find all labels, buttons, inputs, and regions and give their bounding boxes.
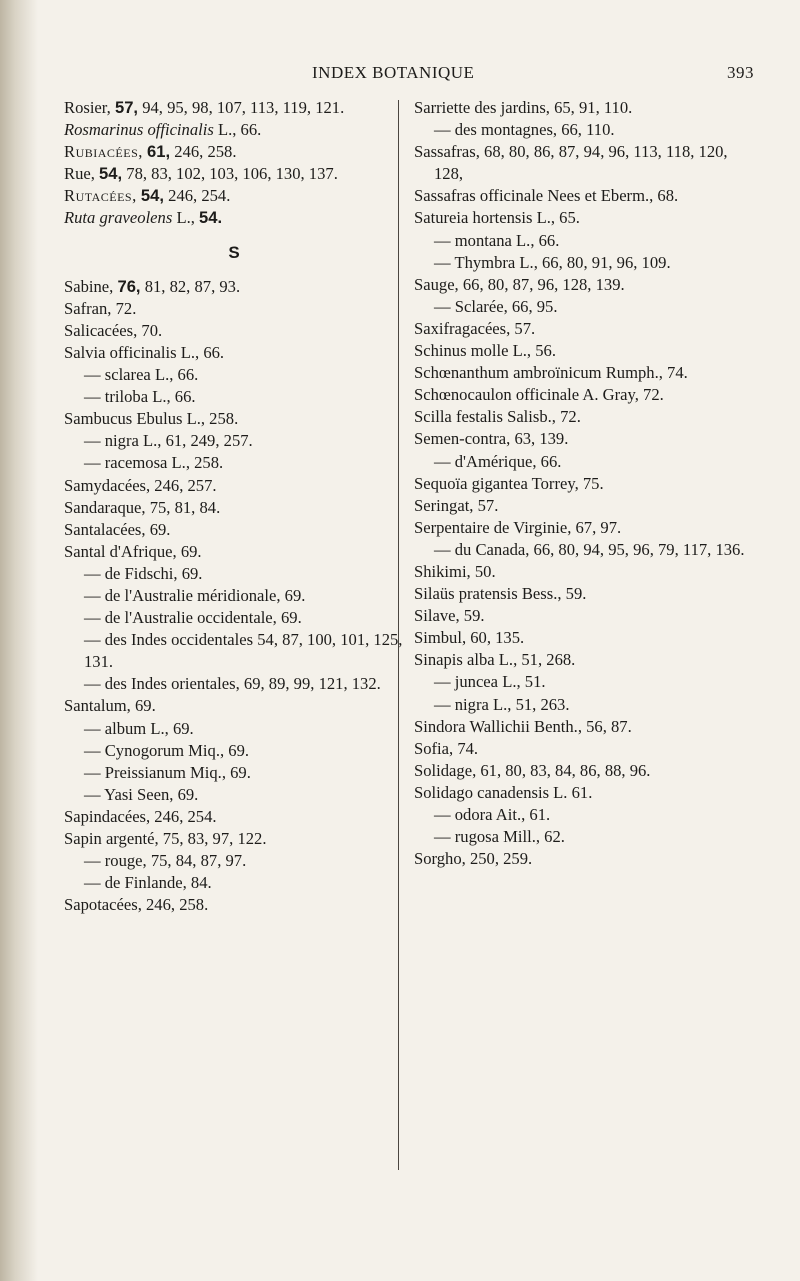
entry-text: Sequoïa gigantea Torrey, 75. <box>414 473 604 493</box>
entry-text: Scilla festalis Salisb., 72. <box>414 407 581 427</box>
entry-text: — Thymbra L., 66, 80, 91, 96, 109. <box>434 252 671 272</box>
index-entry <box>64 850 404 872</box>
entry-text: Schinus molle L., 56. <box>414 341 556 361</box>
entry-text: Samydacées, 246, 257. <box>64 475 217 495</box>
entry-text: — des montagnes, 66, 110. <box>434 120 615 140</box>
entry-text: — montana L., 66. <box>434 230 560 250</box>
entry-text: Sinapis alba L., 51, 268. <box>414 650 576 670</box>
index-column-right <box>414 97 754 870</box>
index-entry <box>414 627 754 649</box>
page-edge-shadow <box>0 0 38 1281</box>
index-entry: Rue, 54, 78, 83, 102, 103, 106, 130, 137. <box>64 164 338 184</box>
index-entry <box>64 364 404 386</box>
index-entry <box>64 629 404 673</box>
entry-text: Sapotacées, 246, 258. <box>64 895 209 915</box>
index-entry <box>414 716 754 738</box>
entry-text: Seringat, 57. <box>414 495 499 515</box>
entry-text: Silaüs pratensis Bess., 59. <box>414 584 587 604</box>
entry-text: Sapin argenté, 75, 83, 97, 122. <box>64 829 267 848</box>
index-entry <box>414 384 754 406</box>
index-entry <box>414 605 754 627</box>
entry-text: Santal d'Afrique, 69. <box>64 541 202 561</box>
entry-text: Satureia hortensis L., 65. <box>414 208 580 228</box>
entry-list-right <box>414 97 754 870</box>
entry-text: — des Indes occidentales 54, 87, 100, 101, 125, 131. <box>84 630 403 672</box>
index-entry <box>64 673 404 695</box>
index-entry <box>414 583 754 605</box>
entry-text: — d'Amérique, 66. <box>434 451 562 471</box>
index-entry <box>64 563 404 585</box>
entry-text: Semen-contra, 63, 139. <box>414 429 569 449</box>
index-entry <box>64 541 404 563</box>
entry-text: — odora Ait., 61. <box>434 805 551 824</box>
entry-text: Santalacées, 69. <box>64 519 171 539</box>
entry-text: Sindora Wallichii Benth., 56, 87. <box>414 716 632 736</box>
entry-text: Schœnocaulon officinale A. Gray, 72. <box>414 385 664 405</box>
entry-text: Solidago canadensis L. 61. <box>414 782 593 802</box>
entry-text: — rugosa Mill., 62. <box>434 827 565 847</box>
entry-text: — des Indes orientales, 69, 89, 99, 121, 132. <box>84 674 381 694</box>
entry-text: — Preissianum Miq., 69. <box>84 762 251 782</box>
index-entry <box>64 386 404 408</box>
index-entry <box>64 607 404 629</box>
entry-text: — album L., 69. <box>84 718 194 738</box>
index-entry <box>414 406 754 428</box>
index-entry <box>64 342 404 364</box>
entry-text: Solidage, 61, 80, 83, 84, 86, 88, 96. <box>414 760 651 780</box>
index-entry <box>64 497 404 519</box>
entry-text: — de Fidschi, 69. <box>84 563 203 583</box>
entry-text: Simbul, 60, 135. <box>414 628 525 648</box>
entry-text: Sandaraque, 75, 81, 84. <box>64 497 221 517</box>
index-entry <box>414 362 754 384</box>
index-entry <box>414 760 754 782</box>
index-entry <box>414 495 754 517</box>
entry-text: Sassafras officinale Nees et Eberm., 68. <box>414 186 679 206</box>
entry-text: — nigra L., 61, 249, 257. <box>84 431 253 451</box>
index-entry <box>64 784 404 806</box>
index-entry <box>414 274 754 296</box>
entry-text: — sclarea L., 66. <box>84 365 199 385</box>
index-entry <box>414 318 754 340</box>
index-entry: Rutacées, 54, 246, 254. <box>64 186 231 206</box>
index-entry <box>64 762 404 784</box>
entry-text: — nigra L., 51, 263. <box>434 694 570 714</box>
index-column-left <box>64 97 404 916</box>
entry-text: Sorgho, 250, 259. <box>414 849 533 869</box>
index-entry <box>414 185 754 207</box>
index-entry <box>414 782 754 804</box>
index-entry <box>64 740 404 762</box>
entry-bold-page: 76, <box>117 276 141 296</box>
index-entry <box>64 828 404 850</box>
index-entry <box>414 428 754 450</box>
index-entry <box>414 671 754 693</box>
index-entry <box>414 207 754 229</box>
index-entry <box>64 430 404 452</box>
entry-text: — de Finlande, 84. <box>84 873 212 893</box>
page-number: 393 <box>727 63 754 82</box>
entry-text: Saxifragacées, 57. <box>414 318 536 338</box>
index-entry <box>414 694 754 716</box>
entry-text: Schœnanthum ambroïnicum Rumph., 74. <box>414 363 688 383</box>
index-entry <box>414 804 754 826</box>
index-entry <box>414 451 754 473</box>
entry-text: Santalum, 69. <box>64 696 156 716</box>
entry-text: — juncea L., 51. <box>434 672 546 692</box>
entry-text: Sofia, 74. <box>414 738 479 758</box>
index-entry <box>64 519 404 541</box>
entry-text: — Cynogorum Miq., 69. <box>84 740 250 760</box>
index-entry <box>414 848 754 870</box>
index-entry <box>414 826 754 848</box>
entry-list-left <box>64 276 404 917</box>
index-entry <box>64 872 404 894</box>
index-entry <box>64 806 404 828</box>
index-entry <box>414 517 754 539</box>
entry-text: — du Canada, 66, 80, 94, 95, 96, 79, 117, 136. <box>434 539 745 559</box>
running-header <box>64 63 754 89</box>
entry-text: Salicacées, 70. <box>64 320 163 340</box>
entry-text: — de l'Australie occidentale, 69. <box>84 608 302 628</box>
index-entry <box>414 252 754 274</box>
index-entry <box>414 97 754 119</box>
entry-text: — Yasi Seen, 69. <box>84 784 199 804</box>
index-entry <box>414 473 754 495</box>
entry-text: — rouge, 75, 84, 87, 97. <box>84 851 247 871</box>
entry-text: Shikimi, 50. <box>414 561 496 581</box>
entry-text: — racemosa L., 258. <box>84 453 224 473</box>
entry-text: Sapindacées, 246, 254. <box>64 806 217 826</box>
index-entry: Rosmarinus officinalis L., 66. <box>64 120 262 140</box>
index-entry <box>64 695 404 717</box>
entry-text: Sambucus Ebulus L., 258. <box>64 409 239 429</box>
section-letter: S <box>228 242 240 262</box>
entry-text: Sarriette des jardins, 65, 91, 110. <box>414 98 633 117</box>
index-entry: Rosier, 57, 94, 95, 98, 107, 113, 119, 121. <box>64 98 345 117</box>
entry-text: Sassafras, 68, 80, 86, 87, 94, 96, 113, 118, 120, 128, <box>414 142 728 184</box>
entry-text: Sauge, 66, 80, 87, 96, 128, 139. <box>414 274 625 294</box>
index-entry: Rubiacées, 61, 246, 258. <box>64 142 237 162</box>
entry-text: Sabine, <box>64 276 118 296</box>
index-entry <box>414 561 754 583</box>
index-entry <box>414 539 754 561</box>
index-entry <box>64 475 404 497</box>
entry-text: Salvia officinalis L., 66. <box>64 342 225 362</box>
index-entry <box>64 298 404 320</box>
entry-pages: 81, 82, 87, 93. <box>140 276 241 296</box>
entry-text: Silave, 59. <box>414 606 485 626</box>
header-title: INDEX BOTANIQUE <box>312 63 475 82</box>
entry-text: — Sclarée, 66, 95. <box>434 296 558 316</box>
entry-text: Safran, 72. <box>64 298 137 318</box>
entry-text: Serpentaire de Virginie, 67, 97. <box>414 517 622 537</box>
index-entry <box>414 738 754 760</box>
index-entry <box>414 119 754 141</box>
index-entry <box>64 408 404 430</box>
index-entry <box>64 320 404 342</box>
entry-text: — triloba L., 66. <box>84 387 196 407</box>
index-entry <box>414 340 754 362</box>
index-entry <box>414 141 754 185</box>
index-entry <box>64 452 404 474</box>
index-entry <box>64 894 404 916</box>
entry-text: — de l'Australie méridionale, 69. <box>84 585 306 605</box>
index-entry <box>64 276 404 298</box>
index-entry <box>64 718 404 740</box>
index-entry <box>414 296 754 318</box>
index-entry <box>64 585 404 607</box>
index-entry: Ruta graveolens L., 54. <box>64 208 223 228</box>
index-entry <box>414 230 754 252</box>
index-entry <box>414 649 754 671</box>
